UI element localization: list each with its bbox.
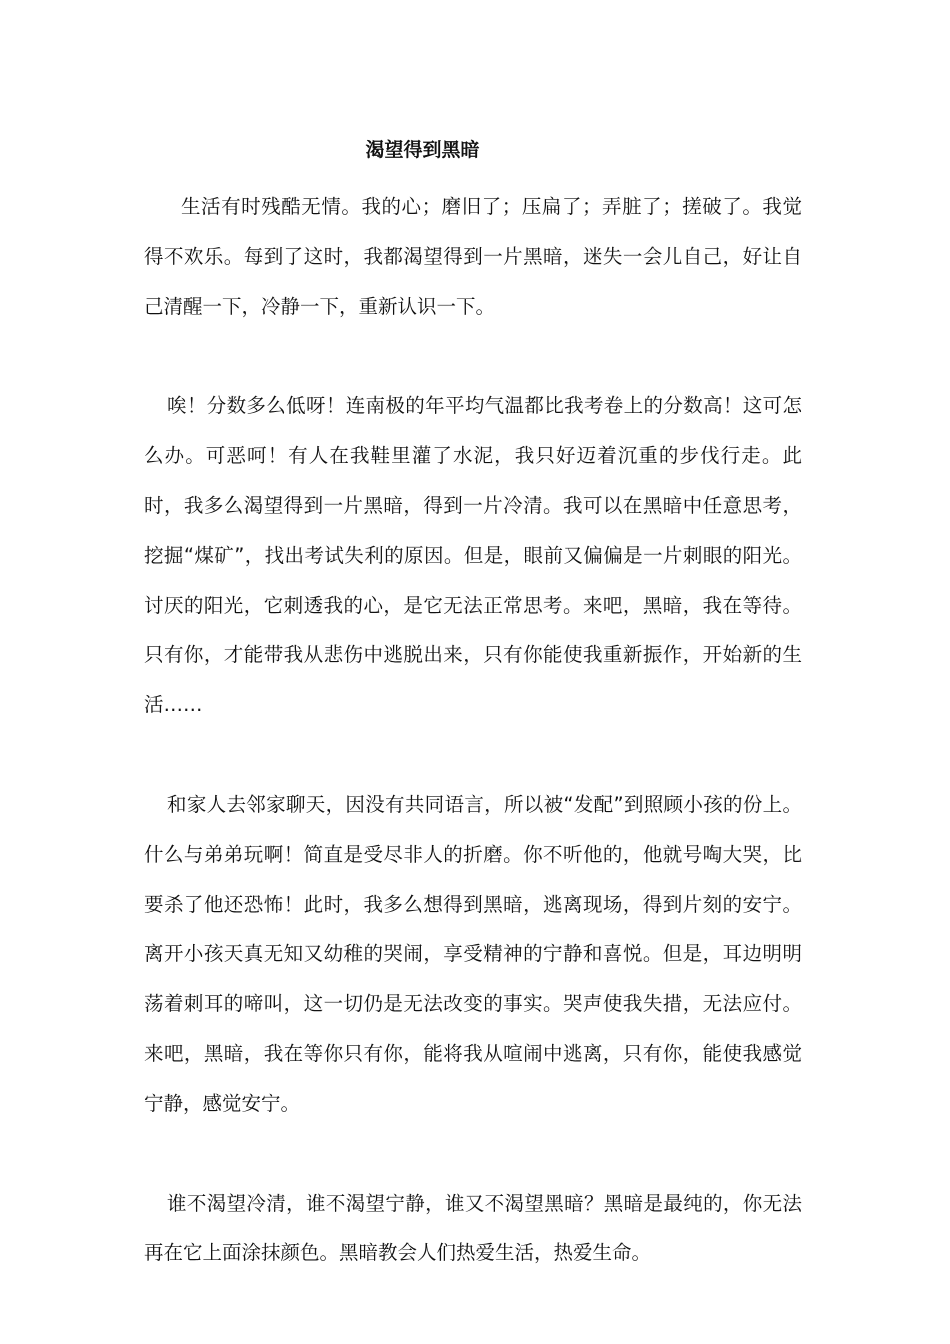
document-body bbox=[144, 182, 802, 1278]
document-title: 渴望得到黑暗 bbox=[365, 139, 480, 161]
paragraph-gap bbox=[144, 331, 802, 381]
paragraph-4: 谁不渴望冷清，谁不渴望宁静，谁又不渴望黑暗？黑暗是最纯的，你无法再在它上面涂抹颜色。黑暗教会人们热爱生活，热爱生命。 bbox=[144, 1191, 802, 1265]
paragraph-1: 生活有时残酷无情。我的心；磨旧了；压扁了；弄脏了；搓破了。我觉得不欢乐。每到了这时，我都渴望得到一片黑暗，迷失一会儿自己，好让自己清醒一下，冷静一下，重新认识一下。 bbox=[144, 195, 802, 318]
paragraph-2: 唉！分数多么低呀！连南极的年平均气温都比我考卷上的分数高！这可怎么办。可恶呵！有人在我鞋里灌了水泥，我只好迈着沉重的步伐行走。此时，我多么渴望得到一片黑暗，得到一片冷清。我可以在黑暗中任意思考，挖掘“煤矿”，找出考试失利的原因。但是，眼前又偏偏是一片刺眼的阳光。讨厌的阳光，它刺透我的心，是它无法正常思考。来吧，黑暗，我在等待。只有你，才能带我从悲伤中逃脱出来，只有你能使我重新振作，开始新的生活…… bbox=[144, 394, 802, 717]
paragraph-gap bbox=[144, 730, 802, 780]
paragraph-3: 和家人去邻家聊天，因没有共同语言，所以被“发配”到照顾小孩的份上。什么与弟弟玩啊！简直是受尽非人的折磨。你不听他的，他就号啕大哭，比要杀了他还恐怖！此时，我多么想得到黑暗，逃离现场，得到片刻的安宁。离开小孩天真无知又幼稚的哭闹，享受精神的宁静和喜悦。但是，耳边明明荡着刺耳的啼叫，这一切仍是无法改变的事实。哭声使我失措，无法应付。来吧，黑暗，我在等你只有你，能将我从喧闹中逃离，只有你，能使我感觉宁静，感觉安宁。 bbox=[144, 792, 802, 1115]
paragraph-gap bbox=[144, 1129, 802, 1179]
